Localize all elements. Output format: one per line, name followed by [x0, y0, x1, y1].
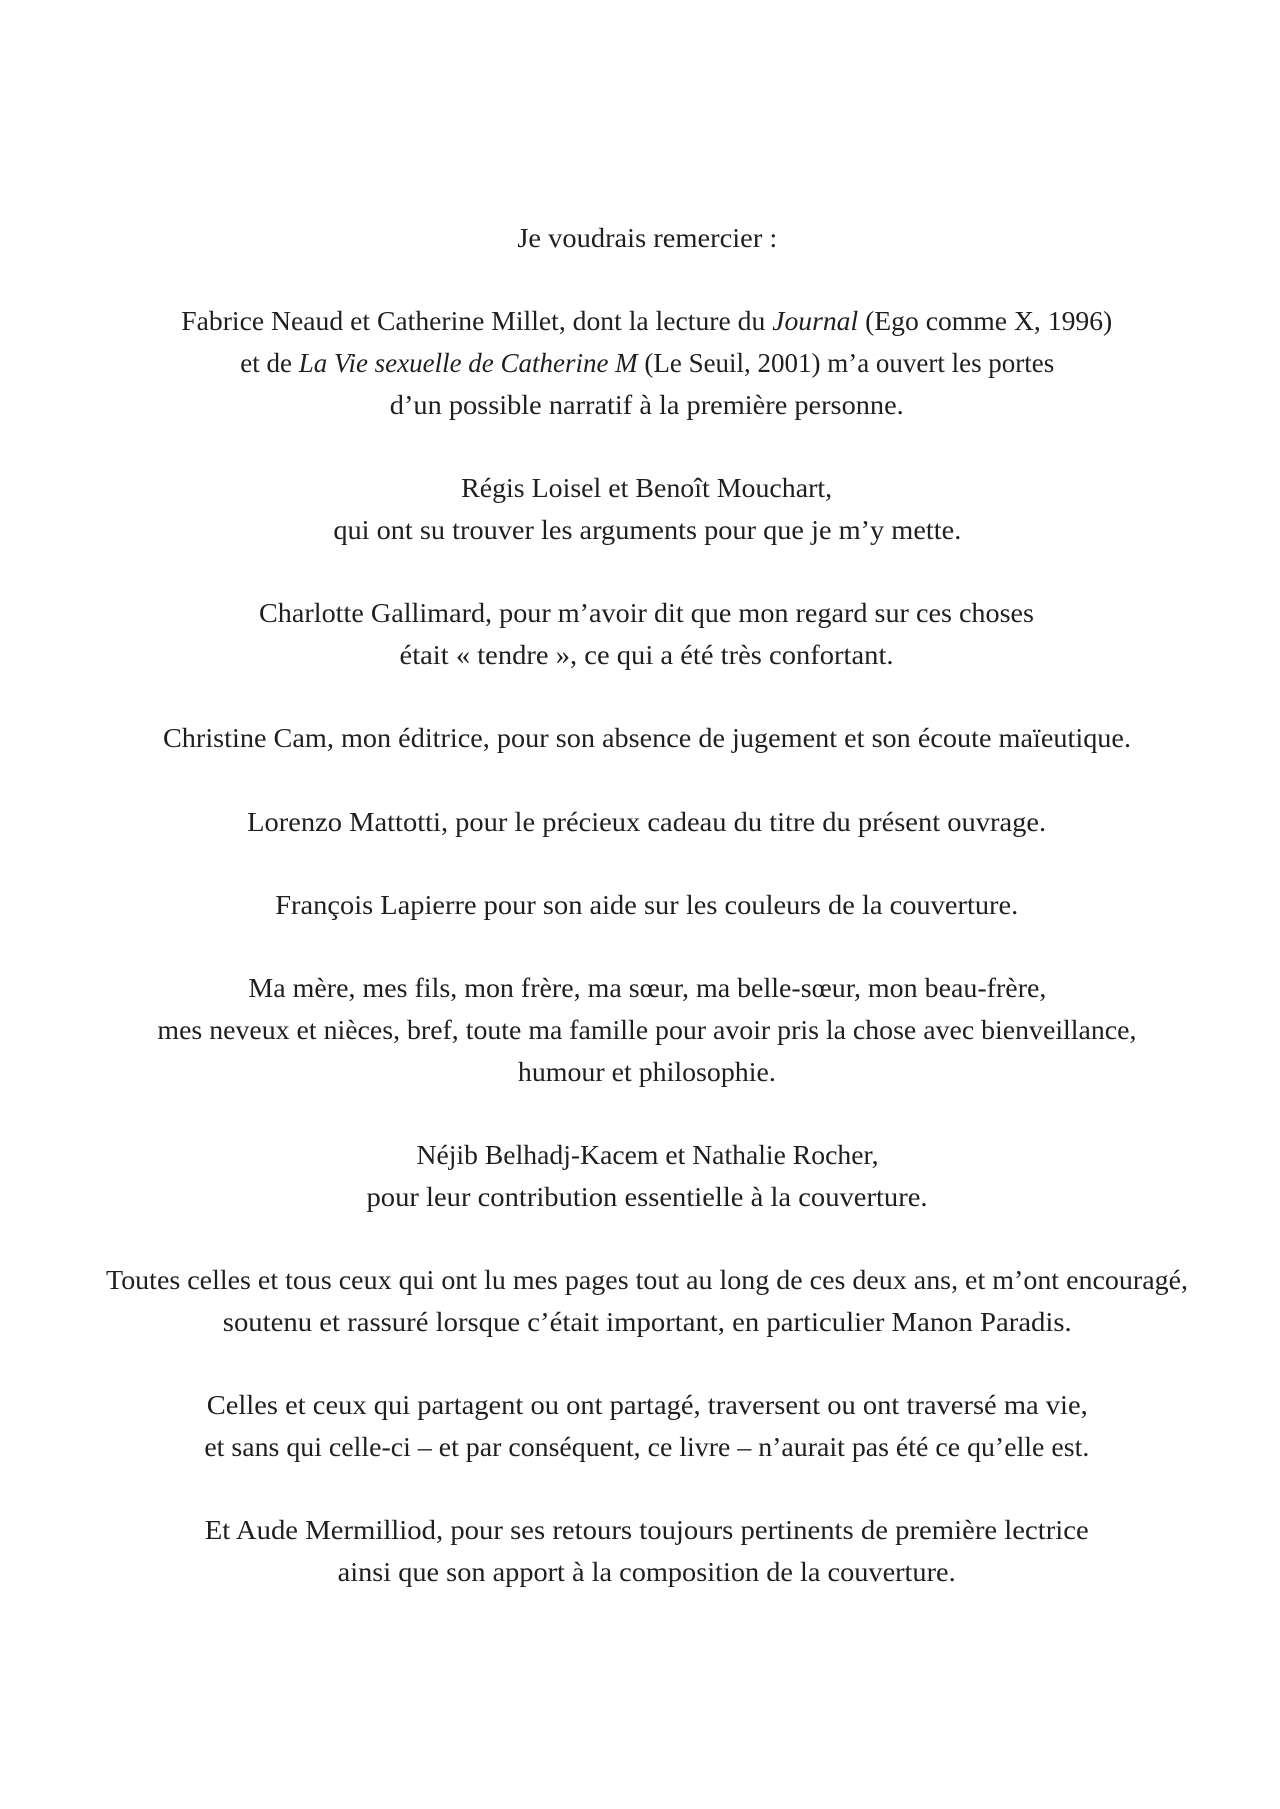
text-run: Fabrice Neaud et Catherine Millet, dont la lecture du	[181, 306, 773, 337]
text-run: (Le Seuil, 2001) m’a ouvert les portes	[637, 348, 1054, 379]
acknowledgement-paragraph	[0, 593, 1280, 676]
text-run: Christine Cam, mon éditrice, pour son absence de jugement et son écoute maïeutique.	[162, 723, 1132, 754]
text-line	[0, 468, 1280, 510]
text-line	[0, 1552, 1280, 1594]
acknowledgement-paragraphs	[0, 301, 1280, 1593]
text-line	[0, 1052, 1280, 1094]
intro-text: Je voudrais remercier :	[516, 223, 777, 253]
line-text	[259, 593, 1034, 635]
text-run: Néjib Belhadj-Kacem et Nathalie Rocher,	[415, 1140, 878, 1171]
text-line	[0, 510, 1280, 552]
text-run: qui ont su trouver les arguments pour que je m’y mette.	[333, 514, 961, 545]
line-text	[333, 510, 961, 552]
text-run: Régis Loisel et Benoît Mouchart,	[461, 473, 833, 504]
line-text	[163, 718, 1131, 760]
line-text	[338, 1552, 956, 1594]
italic-title: Journal	[772, 306, 859, 337]
text-line	[0, 885, 1280, 927]
text-line	[0, 1010, 1280, 1052]
text-line	[0, 718, 1280, 760]
line-text	[366, 1177, 927, 1219]
line-text	[223, 1302, 1072, 1344]
acknowledgement-paragraph	[0, 802, 1280, 844]
acknowledgement-paragraph	[0, 718, 1280, 760]
text-line	[0, 968, 1280, 1010]
line-text	[390, 385, 904, 427]
line-text	[205, 1510, 1089, 1552]
text-run: mes neveux et nièces, bref, toute ma famille pour avoir pris la chose avec bienveillance,	[157, 1015, 1137, 1046]
line-text	[248, 968, 1046, 1010]
line-text	[416, 1135, 878, 1177]
text-run: d’un possible narratif à la première personne.	[390, 389, 904, 420]
text-run: Ma mère, mes fils, mon frère, ma sœur, ma belle-sœur, mon beau-frère,	[247, 973, 1047, 1004]
text-line	[0, 1177, 1280, 1219]
acknowledgement-paragraph	[0, 1135, 1280, 1218]
text-line	[0, 1135, 1280, 1177]
line-text	[518, 1052, 776, 1094]
acknowledgement-paragraph	[0, 1510, 1280, 1593]
line-text	[240, 343, 1054, 385]
text-line	[0, 1510, 1280, 1552]
text-line	[0, 1302, 1280, 1344]
text-run: et de	[240, 348, 299, 379]
text-run: soutenu et rassuré lorsque c’était important, en particulier Manon Paradis.	[222, 1306, 1072, 1337]
acknowledgement-paragraph	[0, 885, 1280, 927]
line-text	[400, 635, 894, 677]
text-line	[0, 802, 1280, 844]
text-run: (Ego comme X, 1996)	[858, 306, 1113, 337]
text-run: François Lapierre pour son aide sur les couleurs de la couverture.	[275, 890, 1019, 920]
text-run: Toutes celles et tous ceux qui ont lu mes pages tout au long de ces deux ans, et m’ont encouragé,	[106, 1265, 1188, 1296]
text-run: Et Aude Mermilliod, pour ses retours toujours pertinents de première lectrice	[205, 1515, 1089, 1546]
text-line	[0, 218, 1280, 260]
acknowledgement-paragraph	[0, 468, 1280, 551]
line-text	[461, 468, 832, 510]
text-run: humour et philosophie.	[517, 1056, 776, 1087]
text-line	[0, 1427, 1280, 1469]
text-run: et sans qui celle-ci – et par conséquent, ce livre – n’aurait pas été ce qu’elle est.	[204, 1431, 1090, 1462]
text-run: était « tendre », ce qui a été très confortant.	[399, 639, 894, 670]
text-run: ainsi que son apport à la composition de la couverture.	[338, 1557, 956, 1587]
line-text	[275, 885, 1018, 927]
text-run: Lorenzo Mattotti, pour le précieux cadeau du titre du présent ouvrage.	[247, 806, 1047, 837]
text-run: Celles et ceux qui partagent ou ont partagé, traversent ou ont traversé ma vie,	[206, 1390, 1088, 1421]
acknowledgements-intro	[0, 218, 1280, 260]
acknowledgement-paragraph	[0, 1385, 1280, 1468]
text-line	[0, 635, 1280, 677]
text-line	[0, 1260, 1280, 1302]
line-text	[106, 1260, 1188, 1302]
italic-title: La Vie sexuelle de Catherine M	[298, 348, 638, 379]
acknowledgement-paragraph	[0, 301, 1280, 426]
text-line	[0, 301, 1280, 343]
line-text	[157, 1010, 1136, 1052]
acknowledgement-paragraph	[0, 1260, 1280, 1343]
text-line	[0, 385, 1280, 427]
line-text	[247, 802, 1046, 844]
acknowledgement-paragraph	[0, 968, 1280, 1093]
text-run: pour leur contribution essentielle à la couverture.	[366, 1181, 928, 1212]
line-text	[205, 1427, 1090, 1469]
text-line	[0, 593, 1280, 635]
acknowledgements-page	[0, 218, 1280, 1635]
text-line	[0, 1385, 1280, 1427]
line-text	[182, 301, 1113, 343]
text-line	[0, 343, 1280, 385]
line-text	[206, 1385, 1087, 1427]
text-run: Charlotte Gallimard, pour m’avoir dit que mon regard sur ces choses	[259, 598, 1035, 629]
